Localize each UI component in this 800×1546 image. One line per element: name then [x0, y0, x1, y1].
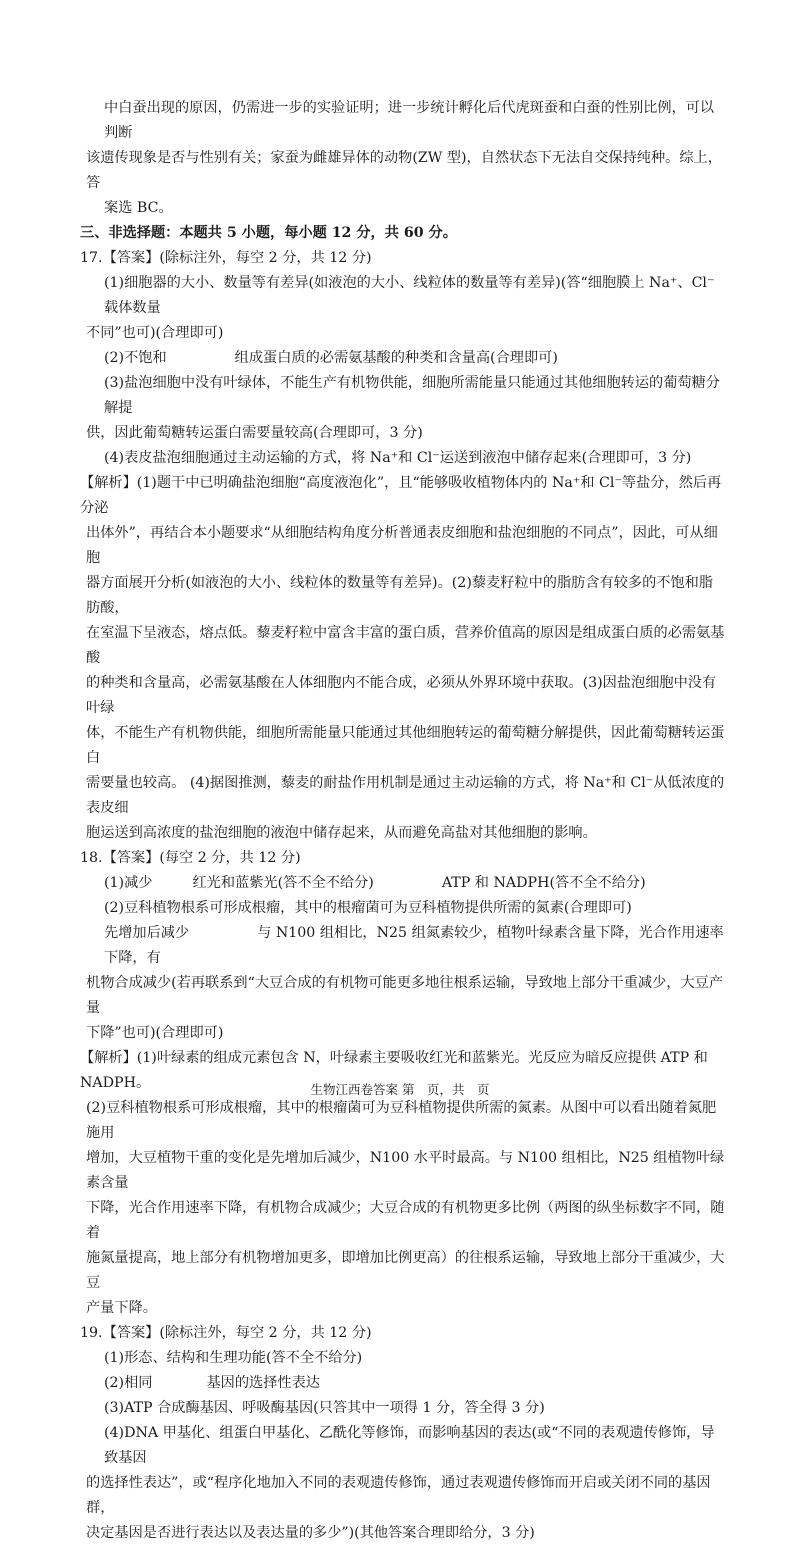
q17-answer-1: (1)细胞器的大小、数量等有差异(如液泡的大小、线粒体的数量等有差异)(答“细胞膜上 Na⁺、Cl⁻载体数量 [104, 275, 715, 316]
q17-answer-2a: (2)不饱和 [104, 350, 167, 366]
q17-heading: 17.【答案】(除标注外，每空 2 分，共 12 分) [80, 250, 372, 266]
q18-explanation-line: (2)豆科植物根系可形成根瘤，其中的根瘤菌可为豆科植物提供所需的氮素。从图中可以看出随着氮肥施用 [86, 1100, 717, 1141]
q17-explanation-line: 在室温下呈液态，熔点低。藜麦籽粒中富含丰富的蛋白质，营养价值高的原因是组成蛋白质的必需氨基酸 [86, 625, 725, 666]
q17-explanation-line: 需要量也较高。 (4)据图推测，藜麦的耐盐作用机制是通过主动运输的方式，将 Na⁺和 Cl⁻从低浓度的表皮细 [86, 775, 725, 816]
q18-answer-2: (2)豆科植物根系可形成根瘤，其中的根瘤菌可为豆科植物提供所需的氮素(合理即可) [104, 900, 632, 916]
q19-answer-1: (1)形态、结构和生理功能(答不全不给分) [104, 1350, 363, 1366]
q19-answer-4: (4)DNA 甲基化、组蛋白甲基化、乙酰化等修饰，而影响基因的表达(或“不同的表观遗传修饰，导致基因 [104, 1425, 715, 1466]
q19-answer-2 [86, 1371, 726, 1396]
q19-answer-3: (3)ATP 合成酶基因、呼吸酶基因(只答其中一项得 1 分，答全得 3 分) [104, 1400, 545, 1416]
q17-explanation-line: 的种类和含量高，必需氨基酸在人体细胞内不能合成，必须从外界环境中获取。(3)因盐泡细胞中没有叶绿 [86, 675, 717, 716]
q19-answer-4-cont: 决定基因是否进行表达以及表达量的多少”)(其他答案合理即给分，3 分) [86, 1525, 535, 1541]
q17-explanation-line: 出体外”，再结合本小题要求“从细胞结构角度分析普通表皮细胞和盐泡细胞的不同点”，因此，可从细胞 [86, 525, 718, 566]
intro-line: 案选 BC。 [104, 200, 173, 216]
q19-answer-4-cont: 的选择性表达”，或“程序化地加入不同的表观遗传修饰，通过表观遗传修饰而开启或关闭不同的基因群， [86, 1475, 711, 1516]
q19-answer-2b: 基因的选择性表达 [206, 1375, 320, 1391]
q18-answer-1a: (1)减少 [104, 875, 153, 891]
q17-answer-3: (3)盐泡细胞中没有叶绿体，不能生产有机物供能，细胞所需能量只能通过其他细胞转运的葡萄糖分解提 [104, 375, 720, 416]
q19-heading: 19.【答案】(除标注外，每空 2 分，共 12 分) [80, 1325, 372, 1341]
q18-answer-3-cont: 机物合成减少(若再联系到“大豆合成的有机物可能更多地往根系运输，导致地上部分干重减少，大豆产量 [86, 975, 724, 1016]
intro-line: 中白蚕出现的原因，仍需进一步的实验证明；进一步统计孵化后代虎斑蚕和白蚕的性别比例，可以判断 [104, 100, 715, 141]
q17-answer-1-cont: 不同”也可)(合理即可) [86, 325, 224, 341]
q17-answer-3-cont: 供，因此葡萄糖转运蛋白需要量较高(合理即可，3 分) [86, 425, 423, 441]
intro-line: 该遗传现象是否与性别有关；家蚕为雌雄异体的动物(ZW 型)，自然状态下无法自交保持纯种。综上，答 [86, 150, 722, 191]
q18-answer-1 [86, 871, 726, 896]
q17-explanation-line: 胞运送到高浓度的盐泡细胞的液泡中储存起来，从而避免高盐对其他细胞的影响。 [86, 825, 597, 841]
q18-explanation-line: 【解析】(1)叶绿素的组成元素包含 N，叶绿素主要吸收红光和蓝紫光。光反应为暗反应提供 ATP 和 NADPH。 [80, 1050, 708, 1091]
q19-answer-2a: (2)相同 [104, 1375, 153, 1391]
q18-explanation-line: 产量下降。 [86, 1300, 157, 1316]
q17-explanation-line: 【解析】(1)题干中已明确盐泡细胞“高度液泡化”，且“能够吸收植物体内的 Na⁺和 Cl⁻等盐分，然后再分泌 [80, 475, 722, 516]
q17-answer-2b: 组成蛋白质的必需氨基酸的种类和含量高(合理即可) [234, 350, 558, 366]
q18-explanation-line: 增加，大豆植物干重的变化是先增加后减少，N100 水平时最高。与 N100 组相比，N25 组植物叶绿素含量 [86, 1150, 725, 1191]
q18-answer-1b: 红光和蓝紫光(答不全不给分) [192, 875, 374, 891]
q18-answer-3a: 先增加后减少 [104, 925, 190, 941]
q17-answer-4: (4)表皮盐泡细胞通过主动运输的方式，将 Na⁺和 Cl⁻运送到液泡中储存起来(合理即可，3 分) [104, 450, 692, 466]
page-footer: 生物江西卷答案 第 页，共 页 [310, 1082, 490, 1097]
q18-answer-1c: ATP 和 NADPH(答不全不给分) [441, 875, 646, 891]
q17-answer-2 [86, 346, 726, 371]
q18-answer-3-cont: 下降”也可)(合理即可) [86, 1025, 224, 1041]
q18-explanation-line: 下降，光合作用速率下降，有机物合成减少；大豆合成的有机物更多比例（两图的纵坐标数字不同，随着 [86, 1200, 725, 1241]
q18-explanation-line: 施氮量提高，地上部分有机物增加更多，即增加比例更高）的往根系运输，导致地上部分干重减少，大豆 [86, 1250, 725, 1291]
q18-heading: 18.【答案】(每空 2 分，共 12 分) [80, 850, 301, 866]
q17-explanation-line: 器方面展开分析(如液泡的大小、线粒体的数量等有差异)。(2)藜麦籽粒中的脂肪含有较多的不饱和脂肪酸， [86, 575, 714, 616]
q18-answer-3 [86, 921, 726, 971]
section-title: 三、非选择题：本题共 5 小题，每小题 12 分，共 60 分。 [80, 225, 457, 241]
q17-explanation-line: 体，不能生产有机物供能，细胞所需能量只能通过其他细胞转运的葡萄糖分解提供，因此葡萄糖转运蛋白 [86, 725, 725, 766]
q18-answer-3b: 与 N100 组相比，N25 组氮素较少，植物叶绿素含量下降，光合作用速率下降，有 [104, 925, 724, 966]
page-content [80, 96, 726, 1546]
